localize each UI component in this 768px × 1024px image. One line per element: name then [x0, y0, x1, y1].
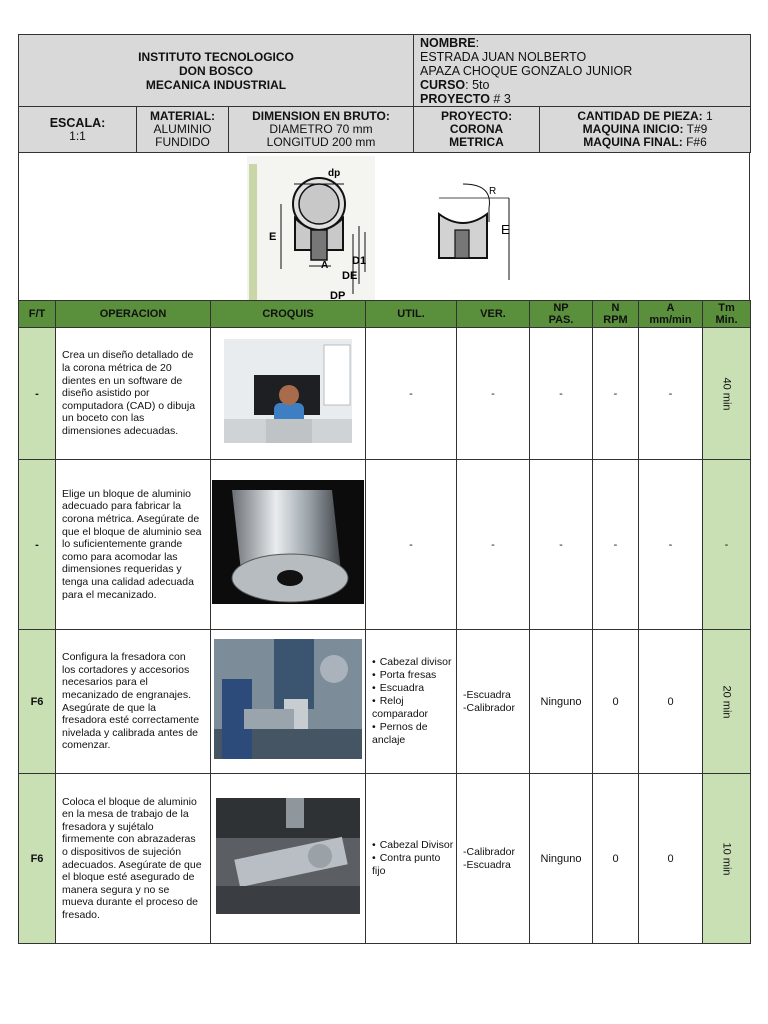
workpiece-clamped-photo	[216, 798, 360, 914]
material-label: MATERIAL:	[149, 109, 216, 123]
row3-n: 0	[593, 630, 639, 774]
col-a: A mm/min	[639, 301, 703, 328]
label-d1: D1	[352, 254, 367, 267]
col-ver: VER.	[457, 301, 530, 328]
row3-ver-2: -Calibrador	[463, 701, 515, 714]
student-cell	[414, 35, 751, 107]
row4-ver-1: -Calibrador	[463, 845, 515, 858]
row3-util-item: • Cabezal divisor	[372, 656, 456, 669]
label-r: R	[489, 185, 497, 197]
row1-ft: -	[19, 328, 56, 460]
cad-designer-photo	[224, 339, 352, 443]
column-header-row	[19, 301, 751, 328]
institute-line2: DON BOSCO	[178, 63, 253, 78]
proyecto-cell	[414, 107, 540, 153]
row4-ver-2: -Escuadra	[463, 858, 511, 871]
row4-util-item: • Cabezal Divisor	[372, 839, 456, 852]
row4-util	[366, 774, 457, 944]
curso-label: CURSO	[420, 77, 466, 92]
row3-operacion: Configura la fresadora con los cortadores y accesorios necesarios para el mecanizado de engranajes. Asegúrate de que la fresadora esté correctamente nivelada y calibrada antes de comenzar.	[56, 630, 211, 774]
row4-ver	[457, 774, 530, 944]
label-a: A	[321, 259, 329, 271]
row2-n: -	[593, 460, 639, 630]
process-table	[18, 300, 751, 944]
cantidad-label: CANTIDAD DE PIEZA:	[577, 109, 703, 123]
info-table	[18, 106, 751, 153]
row3-ver-1: -Escuadra	[463, 688, 511, 701]
row1-util: -	[366, 328, 457, 460]
milling-setup-photo	[214, 639, 362, 759]
row4-n: 0	[593, 774, 639, 944]
row2-operacion: Elige un bloque de aluminio adecuado para fabricar la corona métrica. Asegúrate de que el bloque de aluminio sea lo suficientemente grande como para acomodar las dimensiones requeridas y tenga una calidad adecuada para el mecanizado.	[56, 460, 211, 630]
aluminum-roll-photo	[212, 480, 364, 604]
label-e-right: E	[501, 221, 510, 237]
label-de: DE	[342, 269, 358, 282]
maq-inicio-value: T#9	[683, 122, 708, 136]
drawing-cell	[19, 153, 750, 301]
nombre-colon: :	[475, 35, 480, 50]
maq-final-label: MAQUINA FINAL:	[583, 135, 683, 149]
col-util: UTIL.	[366, 301, 457, 328]
proyecto-value: # 3	[489, 91, 511, 106]
info-proyecto-value-1: CORONA	[449, 122, 504, 136]
row1-croquis	[211, 328, 366, 460]
row4-np: Ninguno	[530, 774, 593, 944]
row4-util-item: • Contra punto fijo	[372, 852, 456, 878]
label-dp-big: DP	[330, 289, 346, 300]
institute-line3: MECANICA INDUSTRIAL	[145, 77, 287, 92]
dimension-label: DIMENSION EN BRUTO:	[252, 109, 390, 123]
maq-final-value: F#6	[682, 135, 707, 149]
info-proyecto-label: PROYECTO:	[440, 109, 513, 123]
row1-np: -	[530, 328, 593, 460]
row4-tm: 10 min	[703, 774, 751, 944]
row2-croquis	[211, 460, 366, 630]
row4-ft: F6	[19, 774, 56, 944]
row4-croquis	[211, 774, 366, 944]
col-croquis: CROQUIS	[211, 301, 366, 328]
row3-np: Ninguno	[530, 630, 593, 774]
institute-cell	[19, 35, 414, 107]
col-ft: F/T	[19, 301, 56, 328]
row2-tm: -	[703, 460, 751, 630]
row3-ft: F6	[19, 630, 56, 774]
col-tm: Tm Min.	[703, 301, 751, 328]
drawing-table	[18, 152, 750, 301]
machine-cell	[540, 107, 751, 153]
header-table	[18, 34, 751, 107]
escala-label: ESCALA:	[49, 115, 106, 130]
label-dp: dp	[328, 167, 341, 179]
table-row	[19, 460, 751, 630]
curso-value: : 5to	[465, 77, 490, 92]
row3-util-item: • Reloj comparador	[372, 695, 456, 721]
material-cell	[137, 107, 229, 153]
cantidad-value: 1	[702, 109, 713, 123]
student-name-2: APAZA CHOQUE GONZALO JUNIOR	[420, 63, 633, 78]
escala-cell	[19, 107, 137, 153]
row2-a: -	[639, 460, 703, 630]
dimension-value-2: LONGITUD 200 mm	[266, 135, 376, 149]
row2-np: -	[530, 460, 593, 630]
row3-util-item: • Porta fresas	[372, 669, 456, 682]
row1-n: -	[593, 328, 639, 460]
student-name-1: ESTRADA JUAN NOLBERTO	[420, 49, 587, 64]
row1-operacion: Crea un diseño detallado de la corona métrica de 20 dientes en un software de diseño asistido por computadora (CAD) o dibuja un boceto con las dimensiones adecuadas.	[56, 328, 211, 460]
row3-tm: 20 min	[703, 630, 751, 774]
row3-a: 0	[639, 630, 703, 774]
row3-util-item: • Pernos de anclaje	[372, 721, 456, 747]
row3-util	[366, 630, 457, 774]
col-np: NP PAS.	[530, 301, 593, 328]
row3-croquis	[211, 630, 366, 774]
nombre-label: NOMBRE	[420, 35, 476, 50]
proyecto-label: PROYECTO	[420, 91, 490, 106]
row1-ver: -	[457, 328, 530, 460]
row2-ver: -	[457, 460, 530, 630]
maq-inicio-label: MAQUINA INICIO:	[582, 122, 684, 136]
dimension-value-1: DIAMETRO 70 mm	[269, 122, 373, 136]
row4-a: 0	[639, 774, 703, 944]
institute-line1: INSTITUTO TECNOLOGICO	[138, 49, 294, 64]
material-value-2: FUNDIDO	[155, 135, 210, 149]
table-row	[19, 328, 751, 460]
dimension-cell	[229, 107, 414, 153]
row4-operacion: Coloca el bloque de aluminio en la mesa de trabajo de la fresadora y sujétalo firmemente con abrazaderas o dispositivos de sujeción adecuados. Asegúrate de que el bloque esté asegurado de manera segura y no se mueva durante el proceso de fresado.	[56, 774, 211, 944]
label-e-left: E	[269, 230, 277, 243]
table-row	[19, 630, 751, 774]
info-proyecto-value-2: METRICA	[449, 135, 504, 149]
row2-util: -	[366, 460, 457, 630]
row3-util-item: • Escuadra	[372, 682, 456, 695]
col-operacion: OPERACION	[56, 301, 211, 328]
row3-ver	[457, 630, 530, 774]
row1-tm: 40 min	[703, 328, 751, 460]
row2-ft: -	[19, 460, 56, 630]
escala-value: 1:1	[69, 128, 86, 143]
table-row	[19, 774, 751, 944]
material-value-1: ALUMINIO	[153, 122, 212, 136]
col-n: N RPM	[593, 301, 639, 328]
row1-a: -	[639, 328, 703, 460]
gear-drawing	[19, 154, 749, 300]
